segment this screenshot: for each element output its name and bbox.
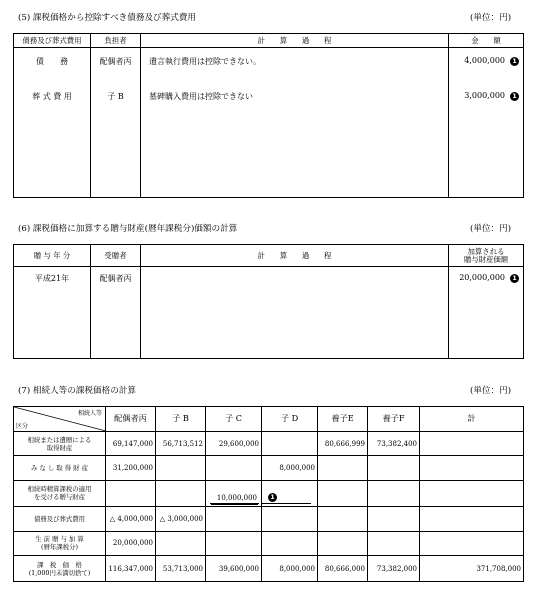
row-label-line: 債務及び葬式費用: [33, 514, 86, 523]
value-cell: [420, 481, 524, 507]
row-label: [14, 481, 106, 507]
value-cell: [420, 456, 524, 481]
value-cell: 39,600,000: [206, 556, 262, 582]
value-cell: 80,666,999: [318, 431, 368, 456]
s6-header-amount: [449, 245, 524, 267]
value-cell: 8,000,000: [262, 556, 318, 582]
s7-col-spouse: 配偶者丙: [106, 407, 156, 432]
s6-recipient-col: [91, 267, 141, 359]
value-cell: [368, 481, 420, 507]
s5-row1-amount: 4,000,000: [464, 56, 505, 65]
value-cell: [368, 506, 420, 531]
value-cell: [206, 456, 262, 481]
table-row: [14, 481, 524, 507]
score-mark-icon: 1: [510, 57, 519, 66]
s6-header-amount-line1: 加算される: [467, 246, 505, 256]
value-cell: [206, 531, 262, 556]
s5-header-kind: 債務及び葬式費用: [14, 34, 91, 48]
s6-row1-year: 平成21年: [34, 274, 70, 283]
score-mark-icon: 1: [510, 274, 519, 283]
s5-header-payer: 負担者: [91, 34, 141, 48]
row-label-line: 相続時精算課税の適用: [27, 485, 92, 494]
s6-row1-amount: 20,000,000: [459, 273, 505, 282]
value-cell: [262, 431, 318, 456]
section7-table: [13, 406, 524, 582]
s7-col-adopted-e: 養子E: [318, 407, 368, 432]
row-label-line: (暦年課税分): [41, 543, 78, 552]
value-cell: 20,000,000: [106, 531, 156, 556]
row-label-line: を受ける贈与財産: [33, 493, 86, 502]
row-label: [14, 531, 106, 556]
row-label-line: み な し 取 得 財 産: [31, 464, 88, 473]
table-row: [14, 431, 524, 456]
table-row: [14, 456, 524, 481]
s5-kind-col: [14, 48, 91, 198]
table-row: [14, 506, 524, 531]
value-cell: 29,600,000: [206, 431, 262, 456]
score-mark-icon: 1: [510, 92, 519, 101]
section6-table: [13, 244, 524, 359]
s5-process-col: [141, 48, 449, 198]
value-cell: 73,382,000: [368, 556, 420, 582]
value-cell: [206, 506, 262, 531]
value-cell: [156, 531, 206, 556]
s7-col-adopted-f: 養子F: [368, 407, 420, 432]
s6-header-recipient: 受贈者: [91, 245, 141, 267]
value-cell: [420, 506, 524, 531]
value-cell: 53,713,000: [156, 556, 206, 582]
s5-row2-payer: 子 B: [107, 92, 124, 101]
value-cell: [318, 456, 368, 481]
s7-col-child-c: 子 C: [206, 407, 262, 432]
s5-row1-process: 遺言執行費用は控除できない。: [149, 57, 261, 66]
value-cell: 8,000,000: [262, 456, 318, 481]
value-cell: [262, 506, 318, 531]
s6-header-process: 計 算 過 程: [141, 245, 449, 267]
value-cell: [318, 481, 368, 507]
section5-unit: (単位：円): [470, 13, 512, 23]
value-cell: [262, 531, 318, 556]
section6-title: (6) 課税価格に加算する贈与財産(暦年課税分)価額の計算: [18, 224, 238, 234]
value-cell: 73,382,400: [368, 431, 420, 456]
value-cell: 80,666,000: [318, 556, 368, 582]
value-cell: [368, 456, 420, 481]
row-label-line: 相続または遺贈による: [27, 435, 92, 444]
s7-col-child-b: 子 B: [156, 407, 206, 432]
s7-col-total: 計: [420, 407, 524, 432]
value-cell: △ 4,000,000: [106, 506, 156, 531]
row-label-line: (1,000円未満切捨て): [28, 568, 91, 577]
value-cell: 69,147,000: [106, 431, 156, 456]
value-cell: [156, 456, 206, 481]
value-cell: 371,708,000: [420, 556, 524, 582]
s6-header-amount-line2: 贈与財産価額: [463, 254, 509, 264]
value-cell: 116,347,000: [106, 556, 156, 582]
value-cell: 56,713,512: [156, 431, 206, 456]
value-cell: [156, 481, 206, 507]
score-mark-icon: 1: [268, 493, 277, 502]
table-row: [14, 531, 524, 556]
value-cell: [106, 481, 156, 507]
section6-unit: (単位：円): [470, 224, 512, 234]
s5-payer-col: [91, 48, 141, 198]
value-cell: [262, 481, 318, 507]
s5-row1-kind: 債 務: [36, 57, 68, 66]
section5-table: [13, 33, 524, 198]
cell-value: 10,000,000: [216, 493, 257, 502]
row-label: [14, 556, 106, 582]
s6-process-col: [141, 267, 449, 359]
s5-row2-amount: 3,000,000: [464, 91, 505, 100]
s6-row1-recipient: 配偶者丙: [99, 274, 132, 283]
s5-row2-kind: 葬 式 費 用: [32, 92, 72, 101]
value-cell: [206, 481, 262, 507]
row-label-line: 取得財産: [46, 443, 73, 452]
row-label: [14, 456, 106, 481]
s5-row2-process: 墓碑購入費用は控除できない: [149, 92, 253, 101]
value-cell: △ 3,000,000: [156, 506, 206, 531]
s5-row1-payer: 配偶者丙: [99, 57, 132, 66]
value-cell: [368, 531, 420, 556]
s6-header-year: 贈 与 年 分: [14, 245, 91, 267]
value-cell: [420, 431, 524, 456]
row-label-line: 課 税 価 格: [37, 560, 82, 569]
section5-title: (5) 課税価格から控除すべき債務及び葬式費用: [18, 13, 197, 23]
s5-amount-col: [449, 48, 524, 198]
value-cell: [420, 531, 524, 556]
s5-header-amount: 金 額: [449, 34, 524, 48]
s5-header-process: 計 算 過 程: [141, 34, 449, 48]
s6-year-col: [14, 267, 91, 359]
section7-unit: (単位：円): [470, 386, 512, 396]
s7-col-child-d: 子 D: [262, 407, 318, 432]
row-label-line: 生 前 贈 与 加 算: [35, 535, 84, 544]
row-label: [14, 506, 106, 531]
row-label: [14, 431, 106, 456]
s7-corner-bottom: 区分: [16, 422, 29, 430]
s6-amount-col: [449, 267, 524, 359]
table-row: [14, 556, 524, 582]
value-cell: [318, 506, 368, 531]
s7-corner-cell: [14, 407, 106, 432]
value-cell: [318, 531, 368, 556]
value-cell: 31,200,000: [106, 456, 156, 481]
s7-corner-top: 相続人等: [77, 410, 102, 417]
section7-title: (7) 相続人等の課税価格の計算: [18, 386, 137, 396]
